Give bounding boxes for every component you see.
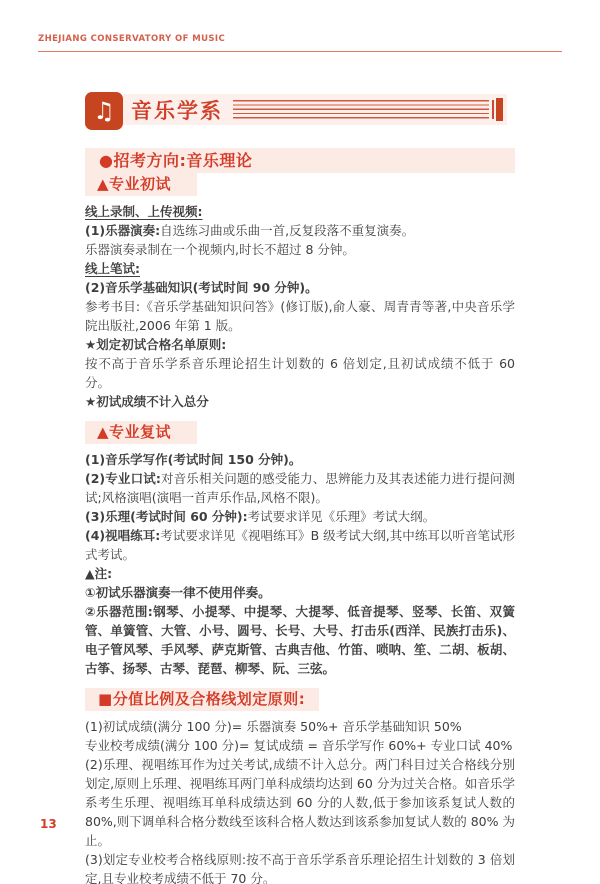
school-exam-score-formula: 专业校考成绩(满分 100 分)= 复试成绩 = 音乐学写作 60%+ 专业口试 40%	[85, 738, 513, 753]
reference-books-text: 参考书目:《音乐学基础知识问答》(修订版),俞人豪、周青青等著,中央音乐学院出版社,2006 年第 1 版。	[85, 299, 515, 333]
online-recording-heading: 线上录制、上传视频:	[85, 204, 203, 219]
masthead	[38, 34, 562, 52]
paragraph	[85, 278, 515, 297]
paragraph	[85, 202, 515, 221]
department-strip	[123, 94, 507, 125]
paragraph	[85, 755, 515, 850]
pass-line-rule-text: (2)乐理、视唱练耳作为过关考试,成绩不计入总分。两门科目过关合格线分别划定,原则上乐理、视唱练耳两门单科成绩均达到 60 分为过关合格。如音乐学系考生乐理、视唱练耳单科成绩达到 60 分的人数,低于参加该系复试人数的 80%,则下调单科合格分数线至该科合格人数达到该系参加复试人数的 80% 为止。	[85, 757, 515, 848]
music-theory-exam-label: (3)乐理(考试时间 60 分钟):	[85, 509, 248, 524]
second-round-body	[85, 450, 515, 678]
scoring-body	[85, 717, 515, 884]
paragraph	[85, 583, 515, 602]
school-name: ZHEJIANG CONSERVATORY OF MUSIC	[38, 34, 226, 44]
paragraph	[85, 335, 515, 354]
paragraph	[85, 297, 515, 335]
instrument-performance-text: 自选练习曲或乐曲一首,反复段落不重复演奏。	[160, 223, 415, 238]
qualifying-line-rule-text: (3)划定专业校考合格线原则:按不高于音乐学系音乐理论招生计划数的 3 倍划定,且专业校考成绩不低于 70 分。	[85, 852, 515, 884]
paragraph	[85, 507, 515, 526]
paragraph	[85, 717, 515, 736]
musicology-basics-item: (2)音乐学基础知识(考试时间 90 分钟)。	[85, 280, 318, 295]
paragraph	[85, 221, 515, 240]
music-notes-icon	[85, 92, 123, 130]
paragraph	[85, 564, 515, 583]
paragraph	[85, 259, 515, 278]
scoring-principle-label: 分值比例及合格线划定原则:	[112, 690, 306, 708]
paragraph	[85, 469, 515, 507]
note-no-accompaniment: ①初试乐器演奏一律不使用伴奏。	[85, 585, 271, 600]
scoring-principle-banner	[85, 688, 319, 711]
musicology-writing-item: (1)音乐学写作(考试时间 150 分钟)。	[85, 452, 302, 467]
first-round-banner	[85, 173, 197, 196]
notes-heading: ▲注:	[85, 566, 113, 581]
admission-direction-label: 招考方向:音乐理论	[113, 151, 253, 170]
page-number: 13	[40, 817, 57, 831]
paragraph	[85, 602, 515, 678]
recording-duration-note: 乐器演奏录制在一个视频内,时长不超过 8 分钟。	[85, 242, 355, 257]
paragraph	[85, 736, 515, 755]
masthead-rule	[38, 51, 562, 52]
qualified-list-principle-text: 按不高于音乐学系音乐理论招生计划数的 6 倍划定,且初试成绩不低于 60 分。	[85, 356, 515, 390]
paragraph	[85, 354, 515, 392]
scoring-banner-row	[85, 688, 515, 711]
circle-bullet-icon: ●	[99, 151, 114, 170]
paragraph	[85, 450, 515, 469]
square-bullet-icon: ■	[98, 690, 113, 708]
first-round-label: 专业初试	[109, 175, 172, 193]
department-title: 音乐学系	[131, 98, 223, 123]
content-column	[85, 148, 515, 884]
paragraph	[85, 526, 515, 564]
staff-lines-decoration	[233, 100, 489, 119]
oral-exam-label: (2)专业口试:	[85, 471, 161, 486]
music-theory-exam-text: 考试要求详见《乐理》考试大纲。	[247, 509, 436, 524]
second-round-label: 专业复试	[109, 423, 172, 441]
paragraph	[85, 392, 515, 411]
qualified-list-principle-heading: ★划定初试合格名单原则:	[85, 337, 227, 352]
staff-thin-barline	[492, 100, 494, 119]
second-round-banner-row	[85, 421, 515, 444]
paragraph	[85, 240, 515, 259]
first-round-score-note: ★初试成绩不计入总分	[85, 394, 209, 409]
admission-direction-banner	[85, 148, 515, 173]
sight-singing-text: 考试要求详见《视唱练耳》B 级考试大纲,其中练耳以听音笔试形式考试。	[85, 528, 515, 562]
oral-exam-text: 对音乐相关问题的感受能力、思辨能力及其表述能力进行提问测试;风格演唱(演唱一首声乐作品,风格不限)。	[85, 471, 515, 505]
instrument-performance-label: (1)乐器演奏:	[85, 223, 161, 238]
second-round-banner	[85, 421, 197, 444]
first-round-score-formula: (1)初试成绩(满分 100 分)= 乐器演奏 50%+ 音乐学基础知识 50%	[85, 719, 462, 734]
sight-singing-label: (4)视唱练耳:	[85, 528, 161, 543]
triangle-bullet-icon: ▲	[97, 175, 110, 193]
music-note-glyph: ♫	[93, 97, 115, 125]
online-written-heading: 线上笔试:	[85, 261, 140, 276]
paragraph	[85, 850, 515, 884]
first-round-banner-row	[85, 173, 515, 196]
first-round-body	[85, 202, 515, 411]
department-header	[85, 92, 507, 130]
triangle-bullet-icon: ▲	[97, 423, 110, 441]
note-instrument-range: ②乐器范围:钢琴、小提琴、中提琴、大提琴、低音提琴、竖琴、长笛、双簧管、单簧管、大管、小号、圆号、长号、大号、打击乐(西洋、民族打击乐)、电子管风琴、手风琴、萨克斯管、古典吉他、竹笛、唢呐、笙、二胡、板胡、古筝、扬琴、古琴、琵琶、柳琴、阮、三弦。	[85, 604, 515, 676]
staff-thick-barline	[496, 98, 503, 121]
